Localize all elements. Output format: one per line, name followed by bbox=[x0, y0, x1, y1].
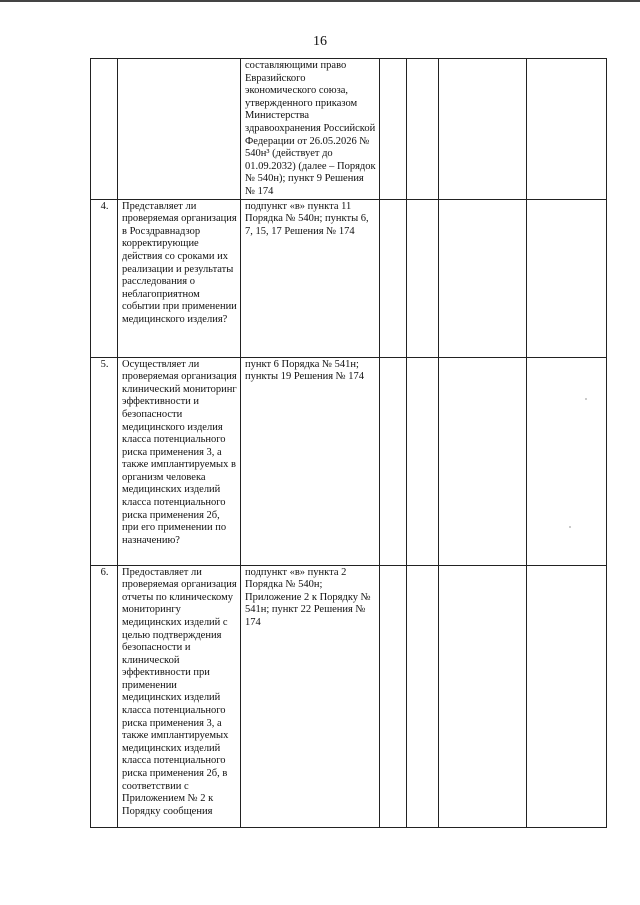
answer-yes-cell bbox=[380, 199, 407, 357]
row-number: 4. bbox=[91, 199, 118, 357]
table-row bbox=[91, 357, 607, 565]
page-number: 16 bbox=[313, 34, 327, 49]
requirement-question bbox=[118, 59, 241, 200]
scan-speck bbox=[585, 398, 587, 400]
row-number: 5. bbox=[91, 357, 118, 565]
checklist-table bbox=[90, 58, 607, 828]
note-cell bbox=[527, 59, 607, 200]
answer-yes-cell bbox=[380, 357, 407, 565]
requirement-question: Осуществляет ли проверяемая организация клинический мониторинг эффективности и безопасности медицинского изделия класса потенциального риска применения 3, а также имплантируемых в организм человека медицинских изделий класса потенциального риска применения 2б, при его применении по назначению? bbox=[118, 357, 241, 565]
legal-basis: пункт 6 Порядка № 541н; пункты 19 Решения № 174 bbox=[241, 357, 380, 565]
note-cell bbox=[527, 565, 607, 827]
not-applicable-cell bbox=[439, 357, 527, 565]
note-cell bbox=[527, 357, 607, 565]
scan-speck bbox=[569, 526, 571, 528]
not-applicable-cell bbox=[439, 565, 527, 827]
legal-basis: подпункт «в» пункта 11 Порядка № 540н; пункты 6, 7, 15, 17 Решения № 174 bbox=[241, 199, 380, 357]
answer-yes-cell bbox=[380, 565, 407, 827]
legal-basis: составляющими право Евразийского экономического союза, утвержденного приказом Министерства здравоохранения Российской Федерации от 26.05.2026 № 540н³ (действует до 01.09.2032) (далее – Порядок № 540н); пункт 9 Решения № 174 bbox=[241, 59, 380, 200]
not-applicable-cell bbox=[439, 59, 527, 200]
answer-yes-cell bbox=[380, 59, 407, 200]
note-cell bbox=[527, 199, 607, 357]
row-number: 6. bbox=[91, 565, 118, 827]
answer-no-cell bbox=[407, 199, 439, 357]
answer-no-cell bbox=[407, 357, 439, 565]
legal-basis: подпункт «в» пункта 2 Порядка № 540н; Приложение 2 к Порядку № 541н; пункт 22 Решения № 174 bbox=[241, 565, 380, 827]
row-number bbox=[91, 59, 118, 200]
requirement-question: Предоставляет ли проверяемая организация отчеты по клиническому мониторингу медицинских изделий с целью подтверждения безопасности и клинической эффективности при применении медицинских изделий класса потенциального риска применения 3, а также имплантируемых медицинских изделий класса потенциального риска применения 2б, в соответствии с Приложением № 2 к Порядку сообщения bbox=[118, 565, 241, 827]
answer-no-cell bbox=[407, 59, 439, 200]
not-applicable-cell bbox=[439, 199, 527, 357]
scan-top-edge bbox=[0, 0, 640, 2]
table-row bbox=[91, 565, 607, 827]
answer-no-cell bbox=[407, 565, 439, 827]
table-row bbox=[91, 59, 607, 200]
table-row bbox=[91, 199, 607, 357]
requirement-question: Представляет ли проверяемая организация в Росздравнадзор корректирующие действия со сроками их реализации и результаты расследования о неблагоприятном событии при применении медицинского изделия? bbox=[118, 199, 241, 357]
